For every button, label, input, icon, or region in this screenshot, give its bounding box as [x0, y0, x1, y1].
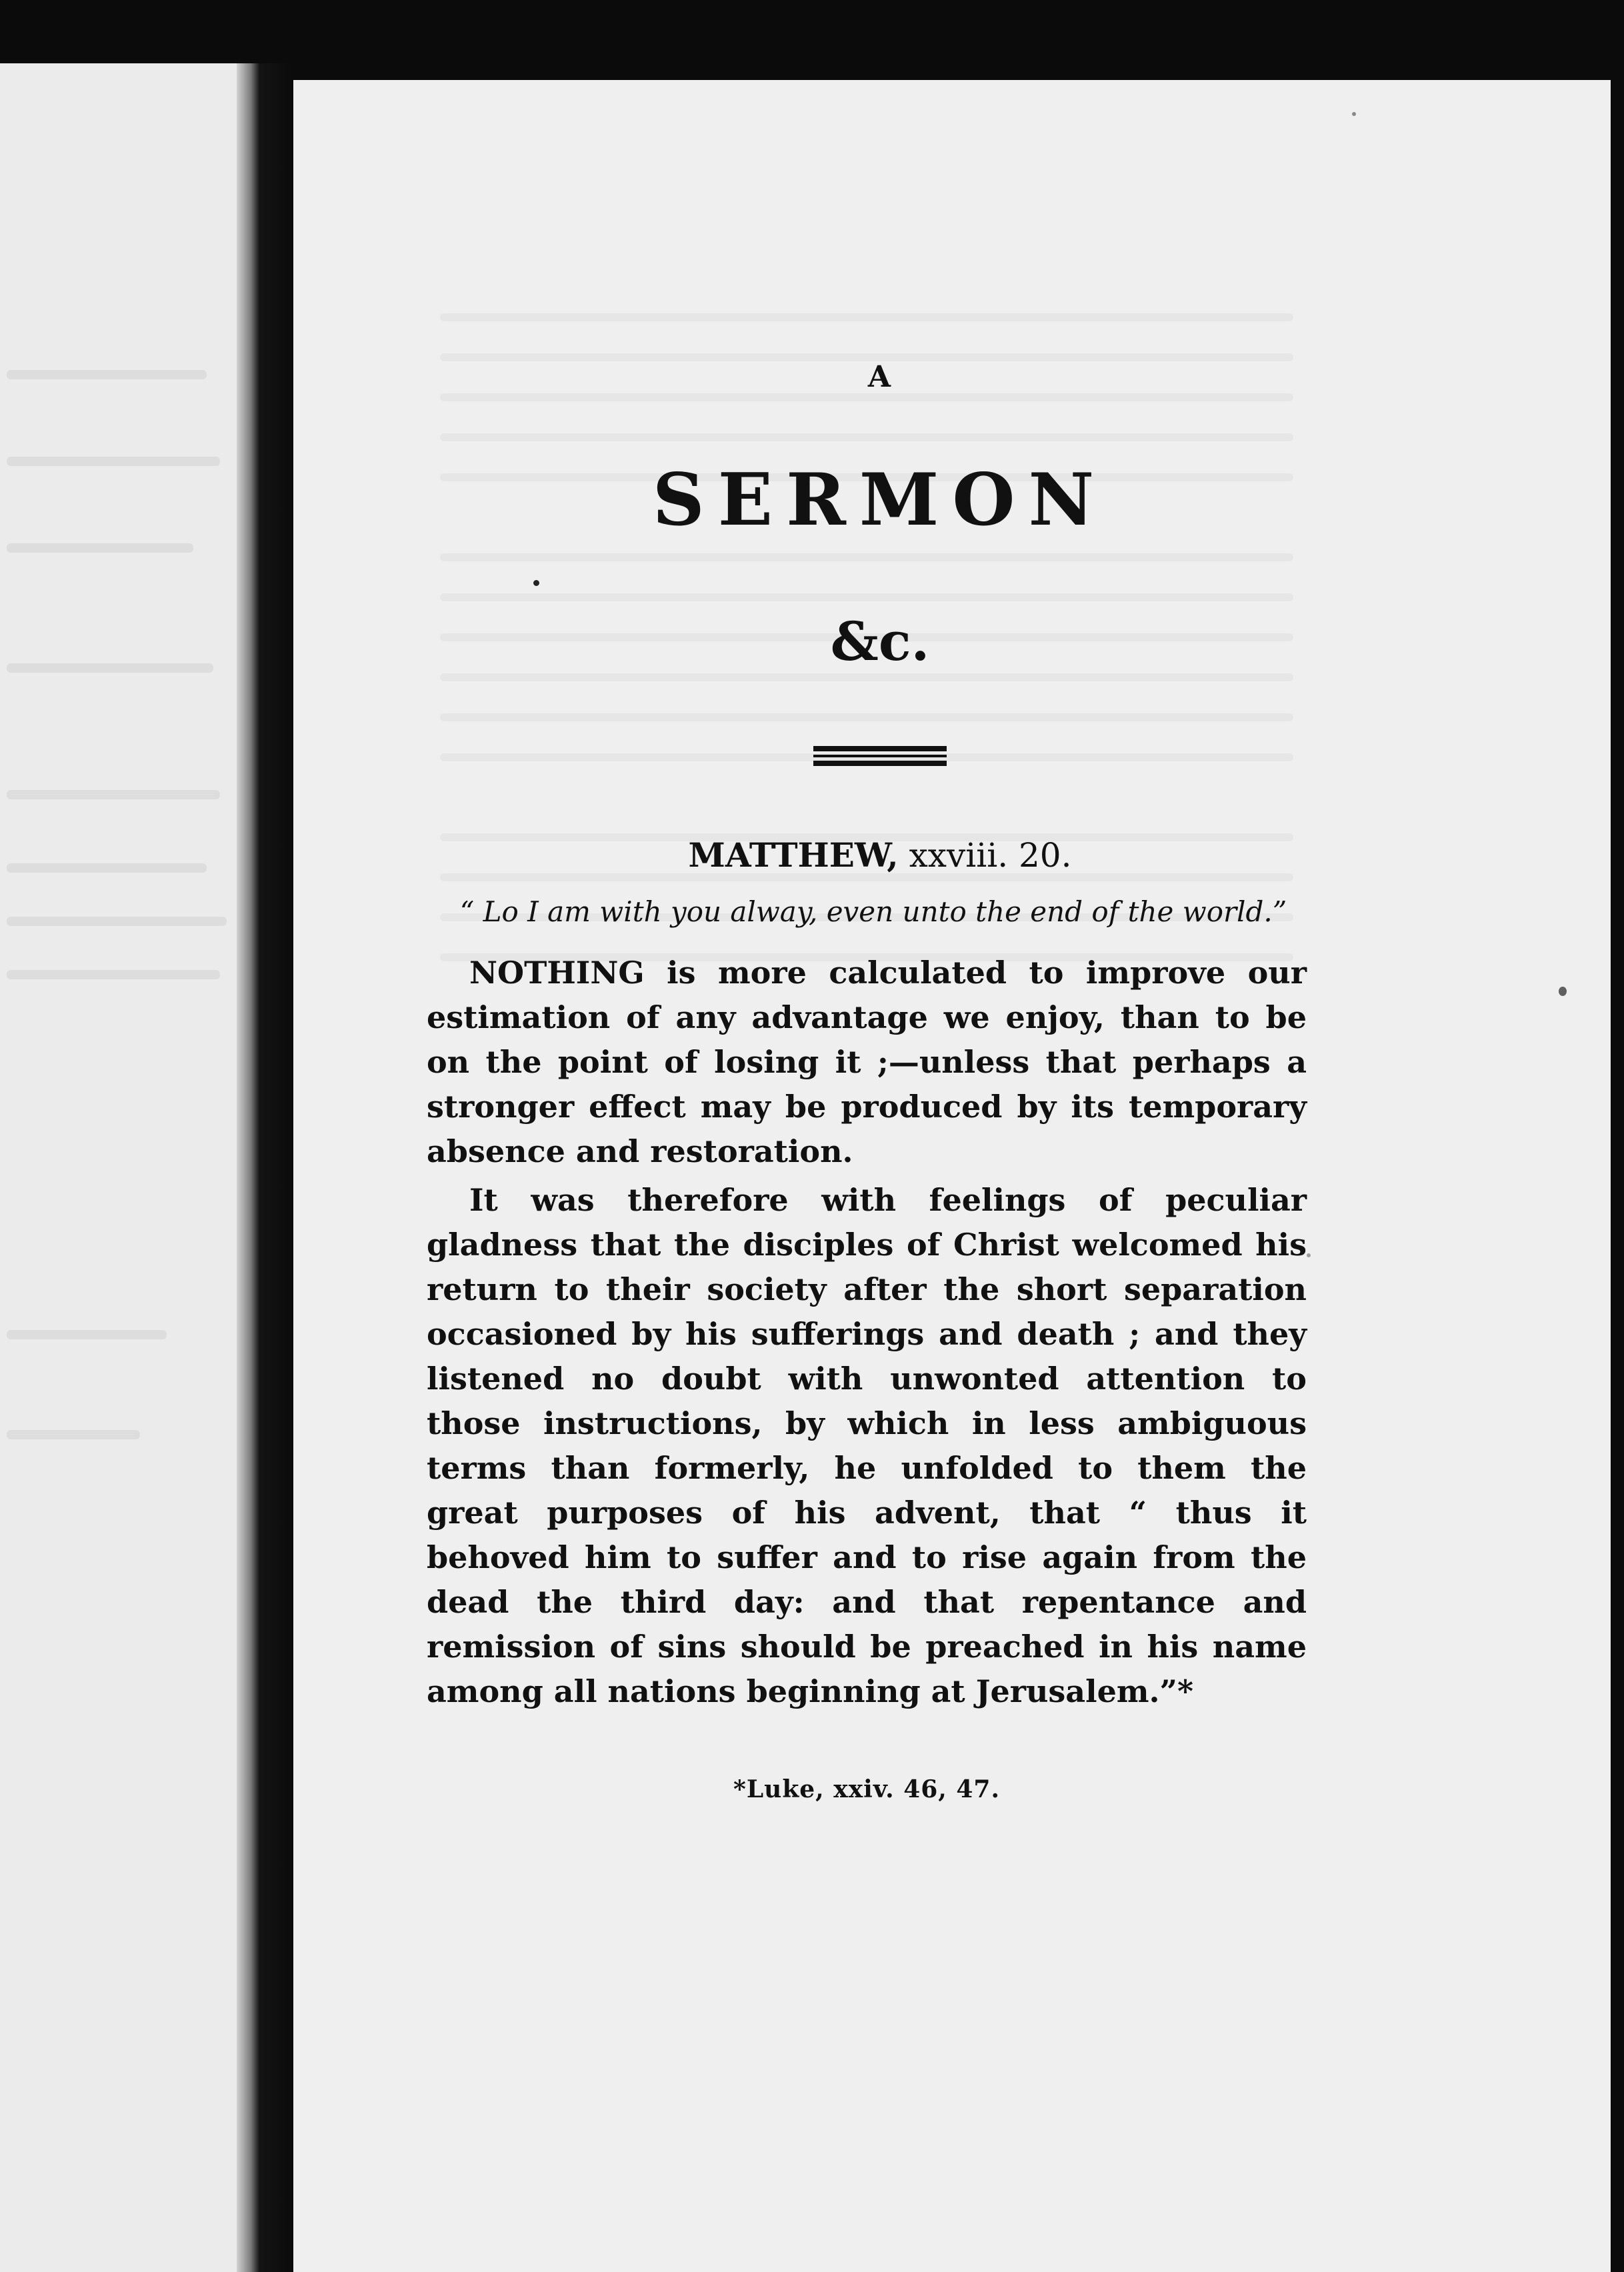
- dust-speck: [1307, 1253, 1311, 1257]
- show-through-line: [7, 790, 220, 799]
- rule-line: [813, 746, 947, 751]
- paragraph: It was therefore with feelings of peculiar gladness that the disciples of Christ welcomed his return to their society after the short separation occasioned by his sufferings and death ; and they listened no doubt with unwonted attention to those instructions, by which in less ambiguous terms than formerly, he unfolded to them the great purposes of his advent, that “ thus it behoved him to suffer and to rise again from the dead the third day: and that repentance and remission of sins should be preached in his name among all nations beginning at Jerusalem.”*: [427, 1182, 1307, 1709]
- show-through-line: [7, 1430, 140, 1439]
- page-content: [427, 360, 1307, 1803]
- show-through-line: [7, 543, 193, 553]
- title-article: A: [867, 360, 893, 394]
- decorative-rule: [813, 746, 947, 766]
- show-through-line: [7, 370, 207, 379]
- rule-line: [813, 755, 947, 757]
- show-through-line: [7, 970, 220, 979]
- scan-border-right: [1611, 80, 1624, 2272]
- paragraph: NOTHING is more calculated to improve our estimation of any advantage we enjoy, than to be on the point of losing it ;—unless that perhaps a stronger effect may be produced by its temporary absence and restoration.: [427, 955, 1307, 1169]
- scripture-verse: xxviii. 20.: [909, 836, 1072, 875]
- dust-speck: [1352, 112, 1356, 116]
- footnote: *Luke, xxiv. 46, 47.: [733, 1775, 1000, 1803]
- rule-line: [813, 761, 947, 766]
- title-etc: &c.: [830, 610, 930, 673]
- epigraph-quote: “ Lo I am with you alway, even unto the end of the world.”: [459, 895, 1287, 928]
- scripture-reference: [453, 835, 1307, 875]
- show-through-line: [7, 1330, 167, 1339]
- show-through-line: [7, 663, 213, 673]
- show-through-line: [7, 917, 227, 926]
- left-page-fragment: [0, 63, 237, 2272]
- show-through-line: [440, 313, 1293, 321]
- scripture-book: MATTHEW,: [688, 835, 899, 875]
- book-gutter-shadow: [237, 63, 293, 2272]
- sermon-body: [427, 951, 1307, 1714]
- show-through-line: [7, 457, 220, 466]
- show-through-line: [7, 863, 207, 873]
- dust-speck: [1559, 987, 1567, 996]
- page-title: SERMON: [652, 458, 1108, 542]
